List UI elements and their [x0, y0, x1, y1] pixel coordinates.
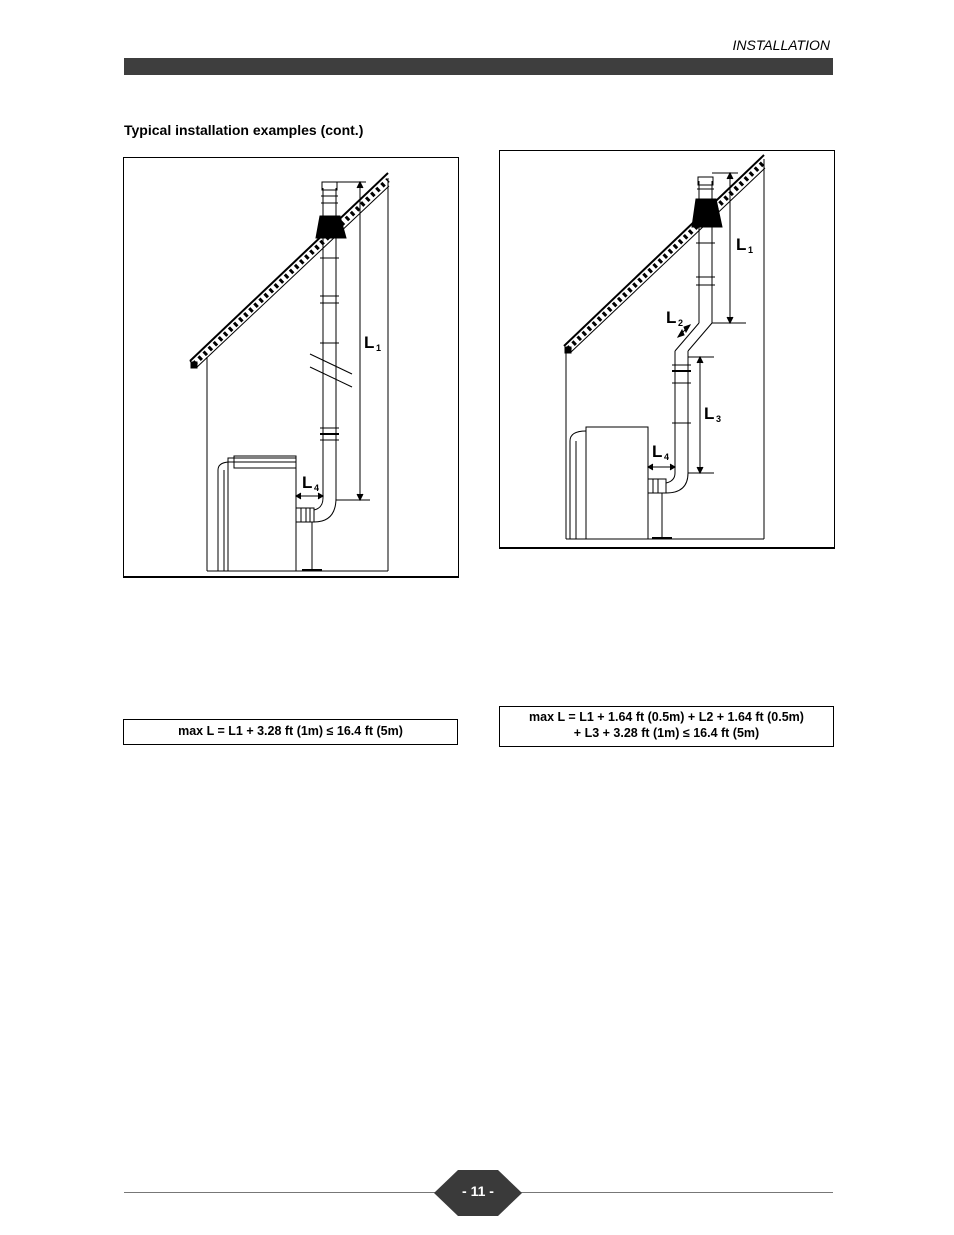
label-l1: L — [364, 333, 375, 352]
label-l4: L — [302, 473, 313, 492]
header-bar — [124, 58, 833, 75]
label-l4-sub: 4 — [314, 483, 320, 493]
formula-right-line2: + L3 + 3.28 ft (1m) ≤ 16.4 ft (5m) — [573, 726, 760, 740]
support-stand — [302, 522, 322, 570]
label-l1-sub: 1 — [748, 245, 754, 255]
boiler — [218, 456, 296, 571]
formula-box-left — [123, 719, 458, 745]
dimension-l4 — [296, 493, 323, 499]
roof — [190, 173, 389, 368]
page-number: - 11 - — [462, 1183, 494, 1199]
flue-lower — [666, 351, 691, 493]
house-walls — [207, 178, 388, 571]
house-walls — [566, 159, 764, 539]
installation-diagram-offset — [499, 150, 835, 549]
installation-diagram-vertical — [123, 157, 459, 578]
horizontal-connector — [296, 508, 314, 522]
label-l2: L — [666, 308, 677, 327]
label-l2-sub: 2 — [678, 318, 684, 328]
boiler — [570, 427, 648, 539]
formula-right-line1: max L = L1 + 1.64 ft (0.5m) + L2 + 1.64 ft (0.5m) — [529, 710, 804, 724]
label-l4-sub: 4 — [664, 452, 670, 462]
label-l4: L — [652, 442, 663, 461]
diagram-vertical-flue — [124, 158, 458, 576]
support-stand — [652, 493, 672, 538]
label-l3: L — [704, 404, 715, 423]
section-title: Typical installation examples (cont.) — [124, 122, 364, 138]
horizontal-connector — [648, 479, 666, 493]
flue-pipe — [310, 182, 352, 522]
formula-left-text: max L = L1 + 3.28 ft (1m) ≤ 16.4 ft (5m) — [178, 724, 403, 738]
label-l1-sub: 1 — [376, 343, 382, 353]
dimension-l4 — [648, 464, 675, 470]
label-l3-sub: 3 — [716, 414, 722, 424]
label-l1: L — [736, 235, 747, 254]
formula-box-right — [499, 706, 834, 747]
diagram-offset-flue — [500, 151, 834, 547]
section-label: INSTALLATION — [732, 37, 830, 53]
